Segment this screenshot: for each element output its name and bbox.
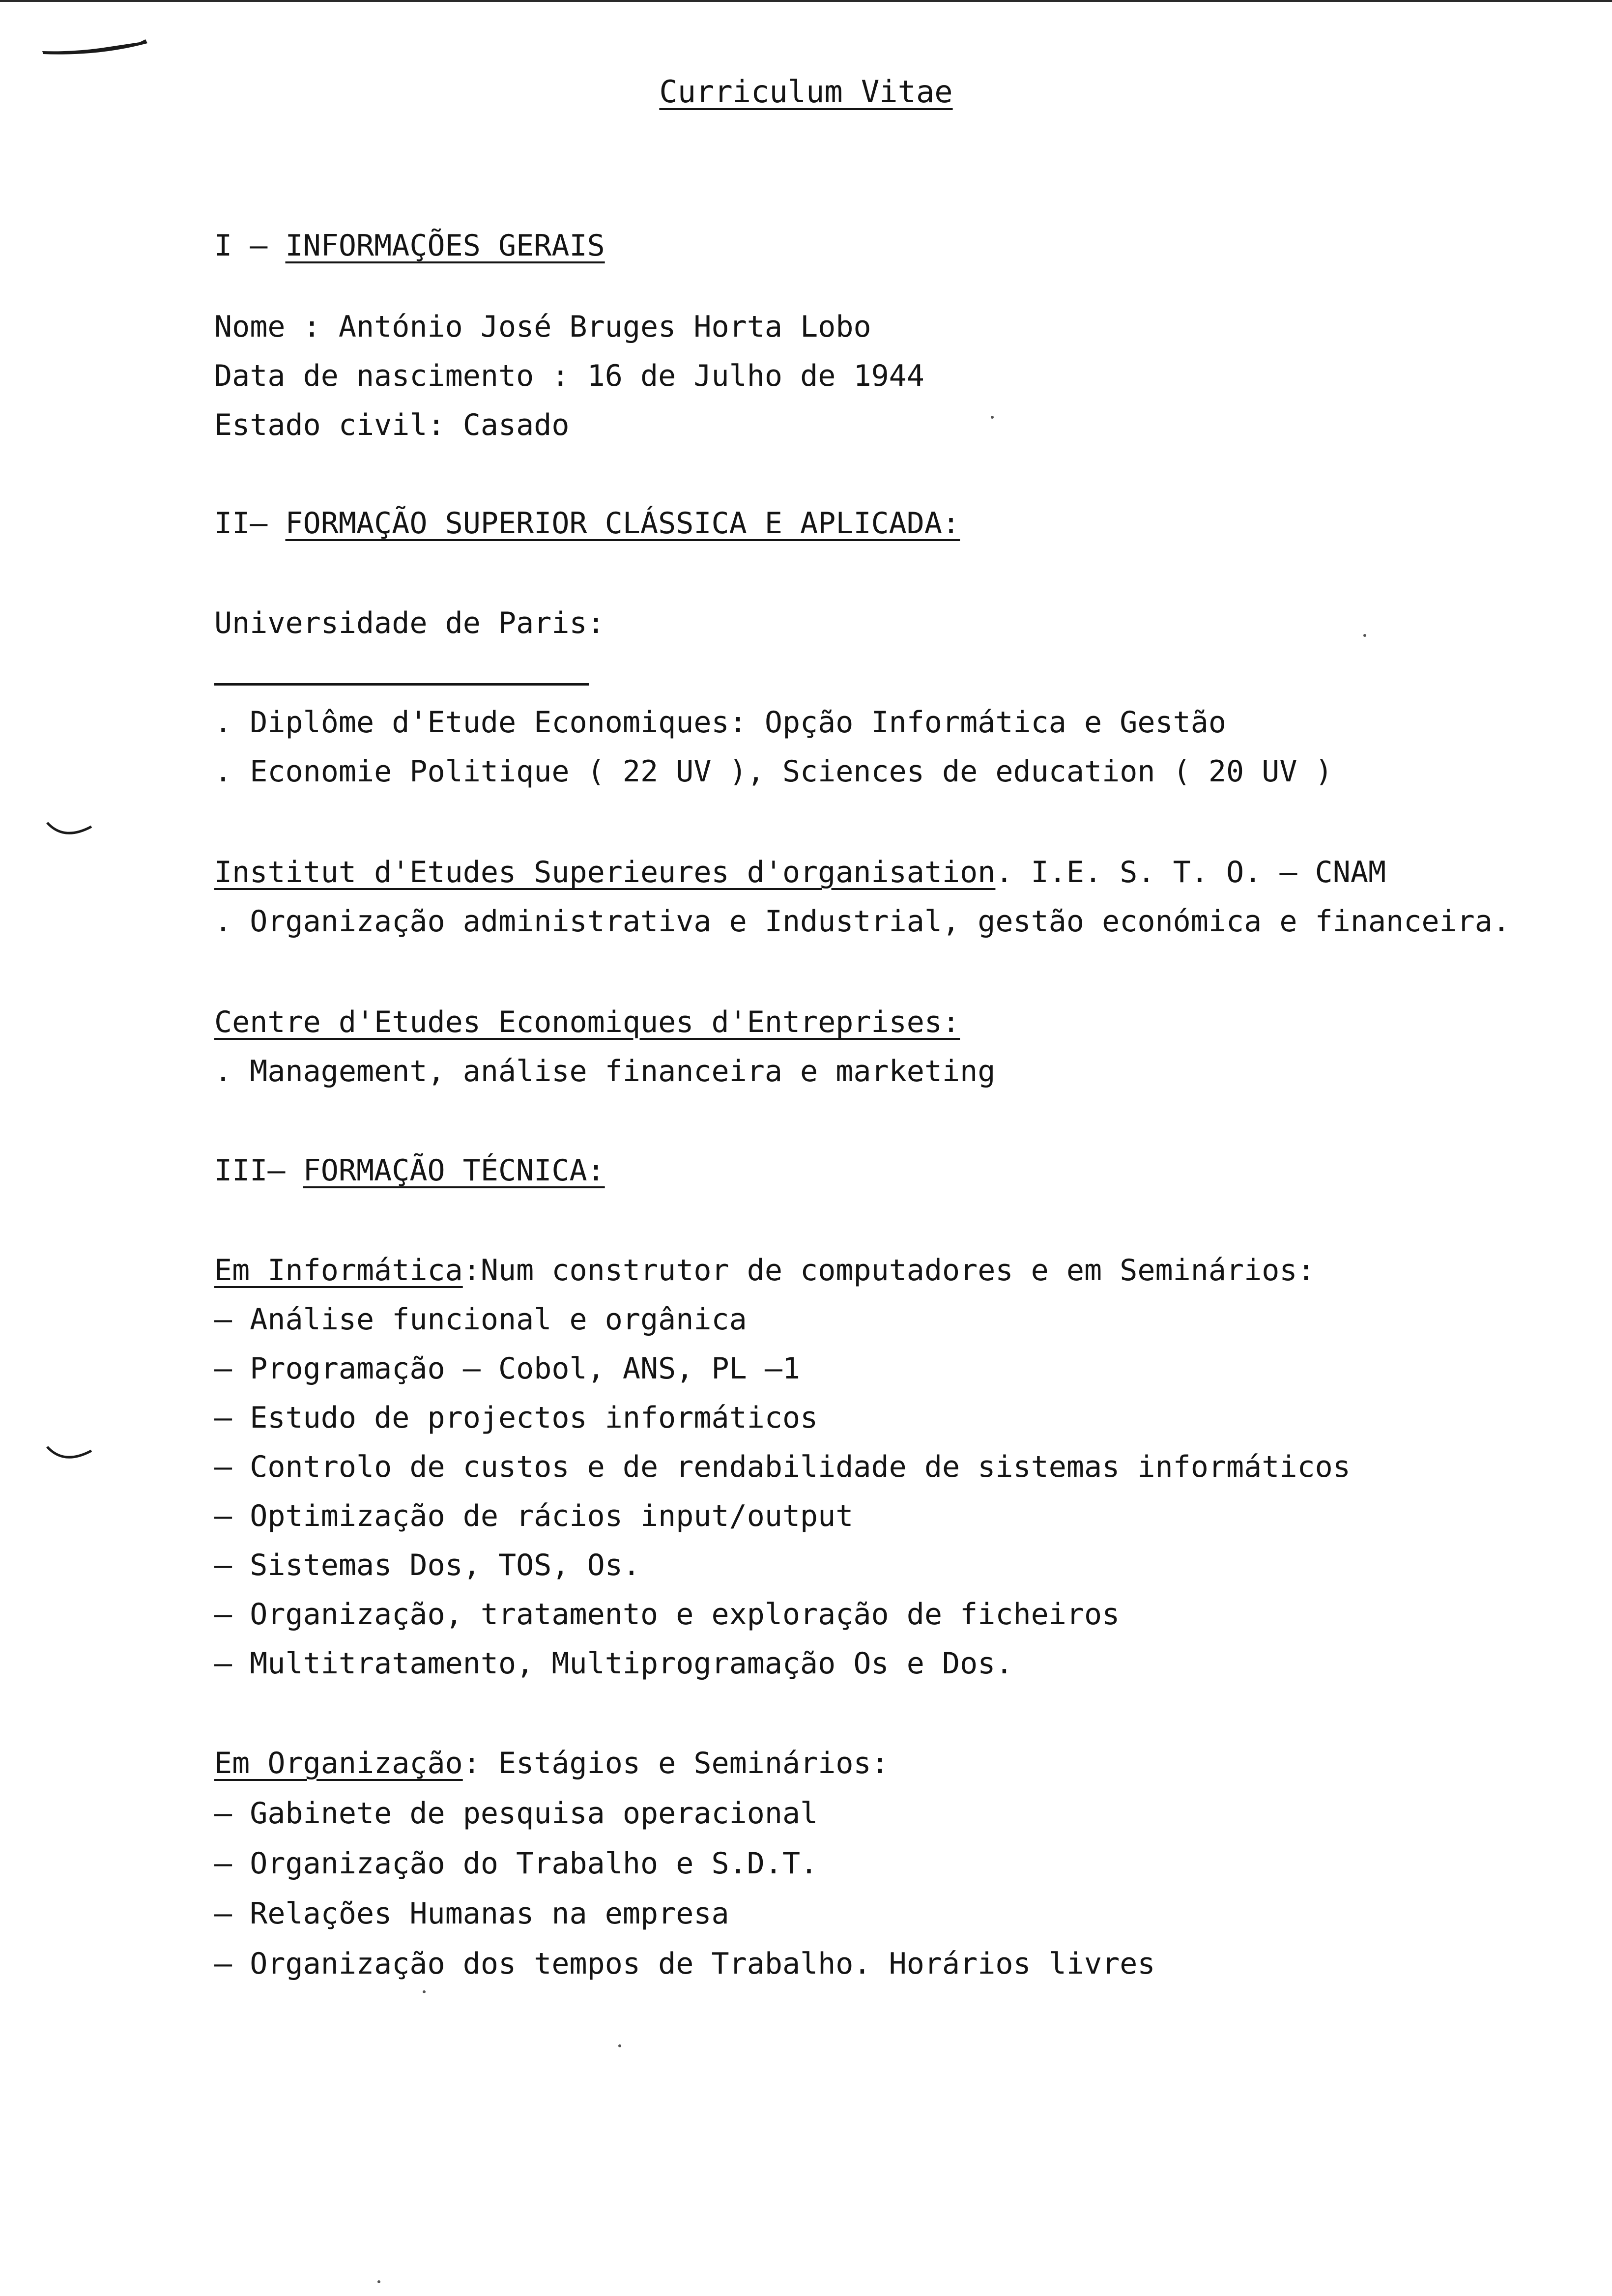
scan-speck [618,2044,621,2047]
section-1-title: INFORMAÇÕES GERAIS [285,229,605,263]
scan-mark-icon [41,37,149,57]
list-item: – Estudo de projectos informáticos [214,1401,818,1435]
scan-speck [423,1990,426,1993]
scan-speck [991,416,994,419]
section-2-title: FORMAÇÃO SUPERIOR CLÁSSICA E APLICADA: [285,506,960,541]
list-item: – Sistemas Dos, TOS, Os. [214,1548,640,1582]
iesto-heading: Institut d'Etudes Superieures d'organisation. I.E. S. T. O. – CNAM [214,855,1386,890]
list-item: – Relações Humanas na empresa [214,1896,729,1931]
list-item: – Controlo de custos e de rendabilidade de sistemas informáticos [214,1450,1351,1484]
name-value: António José Bruges Horta Lobo [338,310,871,344]
organizacao-heading: Em Organização: Estágios e Seminários: [214,1746,889,1780]
punch-hole-mark-icon [44,1440,98,1474]
list-item: – Organização, tratamento e exploração de ficheiros [214,1597,1120,1632]
civil-value: Casado [462,408,570,442]
ceee-heading: Centre d'Etudes Economiques d'Entreprises: [214,1005,960,1039]
list-item: – Programação – Cobol, ANS, PL –1 [214,1351,801,1386]
list-item: – Optimização de rácios input/output [214,1499,854,1533]
scan-speck [377,2280,380,2283]
list-item: – Organização do Trabalho e S.D.T. [214,1846,818,1881]
paris-underline [214,683,589,686]
section-3-heading: III– FORMAÇÃO TÉCNICA: [214,1153,605,1188]
scan-speck [1363,634,1366,637]
section-2-heading: II– FORMAÇÃO SUPERIOR CLÁSSICA E APLICADA: [214,506,960,541]
punch-hole-mark-icon [44,816,98,850]
civil-label: Estado civil: [214,408,445,442]
paris-heading: Universidade de Paris: [214,606,605,640]
name-row [214,307,871,346]
list-item: – Multitratamento, Multiprogramação Os e Dos. [214,1646,1013,1681]
page-top-edge [0,0,1612,2]
list-item: . Management, análise financeira e marketing [214,1054,996,1089]
section-3-title: FORMAÇÃO TÉCNICA: [303,1153,605,1188]
list-item: . Economie Politique ( 22 UV ), Sciences de education ( 20 UV ) [214,754,1333,789]
list-item: – Organização dos tempos de Trabalho. Horários livres [214,1947,1155,1981]
name-label: Nome : [214,310,321,344]
informatica-heading: Em Informática:Num construtor de computadores e em Seminários: [214,1253,1315,1288]
list-item: – Gabinete de pesquisa operacional [214,1796,818,1831]
list-item: . Organização administrativa e Industrial, gestão económica e financeira. [214,904,1510,939]
list-item: . Diplôme d'Etude Economiques: Opção Informática e Gestão [214,705,1227,740]
birth-label: Data de nascimento : [214,359,570,393]
birth-row [214,356,924,396]
list-item: – Análise funcional e orgânica [214,1302,747,1337]
document-title: Curriculum Vitae [659,74,953,110]
section-1-heading: I – INFORMAÇÕES GERAIS [214,229,605,263]
civil-status-row [214,405,569,445]
birth-value: 16 de Julho de 1944 [587,359,924,393]
